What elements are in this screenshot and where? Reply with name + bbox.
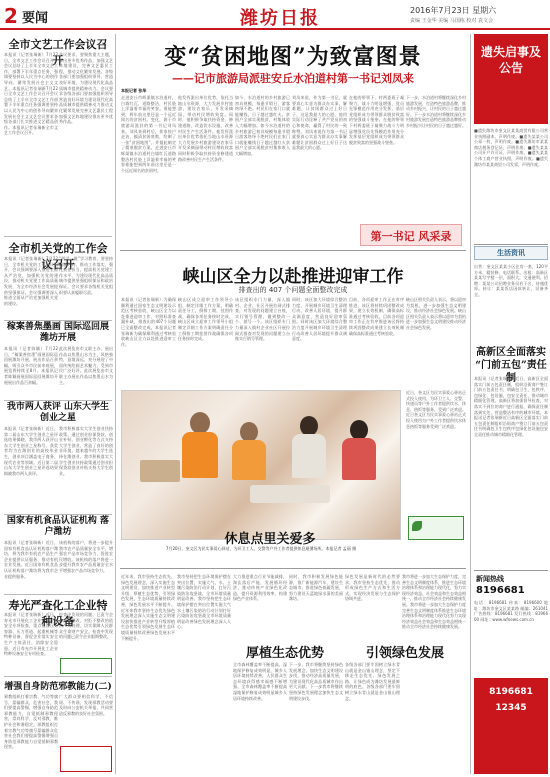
article-body <box>289 662 343 772</box>
main-headline: 变“贫困地图”为致富图景 <box>164 44 422 70</box>
article-body <box>233 662 287 772</box>
article-body <box>292 95 347 245</box>
photo-caption: 7月20日，奎文区为民实事爱心驿站，为环卫工人、交警等户外工作者提供休息避暑场所。本报记者 孟丽 摄 <box>165 546 357 551</box>
section-name: 要闻 <box>22 11 49 26</box>
main-subheadline: ——记市旅游局派驻安丘水泊道村第一书记刘凤来 <box>172 72 414 85</box>
photo-person <box>300 416 318 436</box>
photo-person <box>182 432 218 478</box>
article-body <box>4 540 58 590</box>
divider <box>474 244 548 245</box>
left-article-2-headline: 全市机关党的工作会议召开 <box>8 242 108 271</box>
article-body <box>59 540 113 590</box>
photo-caption-title: 休息点里关爱多 <box>224 532 316 547</box>
article-body <box>349 95 404 245</box>
photo-person <box>232 440 266 480</box>
left-article-4-headline: 我市两人获评 山东大学生创业之星 <box>6 402 110 423</box>
divider <box>120 568 466 569</box>
bottom-headline-1: 厚植生态优势 <box>245 646 324 661</box>
column-rule <box>470 34 471 774</box>
article-body <box>233 574 287 638</box>
article-body <box>4 694 58 772</box>
bottom-headline-2: 引领绿色发展 <box>365 646 444 661</box>
photo-person <box>350 420 368 440</box>
article-body <box>4 426 58 512</box>
article-body <box>289 574 343 638</box>
photo-cup <box>250 485 330 503</box>
article-body <box>345 574 400 638</box>
brief-column: 生活资讯 <box>497 249 525 257</box>
issue-date: 2016年7月23日 星期六 <box>410 6 497 15</box>
article-body <box>59 52 113 232</box>
article-body <box>59 426 113 512</box>
left-article-6-headline: 寿光严查化工企业特种设备 <box>8 599 108 628</box>
article-body <box>59 612 113 656</box>
article-body <box>178 95 233 245</box>
divider <box>4 320 112 321</box>
article-body <box>406 95 466 220</box>
left-article-3-headline: 稼案善焦墨画 国际巡回展潍坊开展 <box>6 322 110 343</box>
left-article-7-headline: 增强自身防范邪教能力(二) <box>4 682 112 692</box>
article-body <box>345 662 400 772</box>
article-body <box>59 694 113 744</box>
photo-person <box>342 438 376 480</box>
divider <box>120 250 466 251</box>
page-number: 2 <box>4 4 18 28</box>
ad-number-2: 12345 <box>495 703 527 713</box>
photo-table <box>140 460 180 482</box>
divider <box>4 514 112 515</box>
left-article-1-headline: 全市文艺工作会议召开 <box>8 38 108 67</box>
photo-person <box>240 422 258 442</box>
ad-number-1: 8196681 <box>489 687 533 697</box>
ad-box <box>60 658 112 674</box>
article-body <box>59 346 113 398</box>
main-byline: 本报记者 张华 <box>121 88 147 93</box>
article-body <box>402 574 466 772</box>
article-body <box>121 297 176 387</box>
left-article-5-headline: 国家有机食品认证机构 落户潍坊 <box>6 516 110 537</box>
green-leaf-icon <box>412 521 422 531</box>
brief-list <box>474 264 548 342</box>
hotline-number: 8196681 <box>476 585 525 596</box>
masthead: 潍坊日报 <box>240 8 320 29</box>
column-rule <box>115 34 116 774</box>
divider <box>4 236 112 237</box>
article-body <box>4 612 58 672</box>
article-body <box>474 376 548 566</box>
article-body <box>4 256 58 318</box>
article-body <box>178 297 233 387</box>
article-body <box>235 95 290 245</box>
article-body <box>121 95 176 245</box>
hotline-label: 新闻热线 <box>476 575 504 583</box>
article-body <box>406 390 466 510</box>
column-logo: 第一书记 风采录 <box>370 230 452 243</box>
notice-title: 遗失启事及公告 <box>480 45 541 75</box>
divider <box>4 676 112 677</box>
photo-person <box>190 412 210 434</box>
divider <box>4 594 112 595</box>
divider <box>4 400 112 401</box>
photo-person <box>292 434 326 478</box>
divider <box>474 570 548 571</box>
article-body <box>177 574 231 772</box>
ad-list <box>474 600 548 676</box>
editor-credits: 责编 王金华 美编 马国栋 校对 袁文会 <box>410 18 493 24</box>
article-body <box>4 52 58 232</box>
second-deck: 排查出的 407 个问题全面整改完成 <box>238 286 348 294</box>
notice-list <box>474 128 548 240</box>
article-body <box>4 346 58 398</box>
ad-box <box>60 746 112 772</box>
brief-headline: 高新区全面落实 “门前五包”责任制 <box>475 347 547 384</box>
article-body <box>349 297 404 387</box>
article-body <box>292 297 347 387</box>
second-headline: 峡山区全力以赴推进迎审工作 <box>182 267 404 287</box>
article-body <box>406 297 466 387</box>
article-body <box>235 297 290 387</box>
article-body <box>121 574 175 772</box>
article-body <box>59 256 113 318</box>
